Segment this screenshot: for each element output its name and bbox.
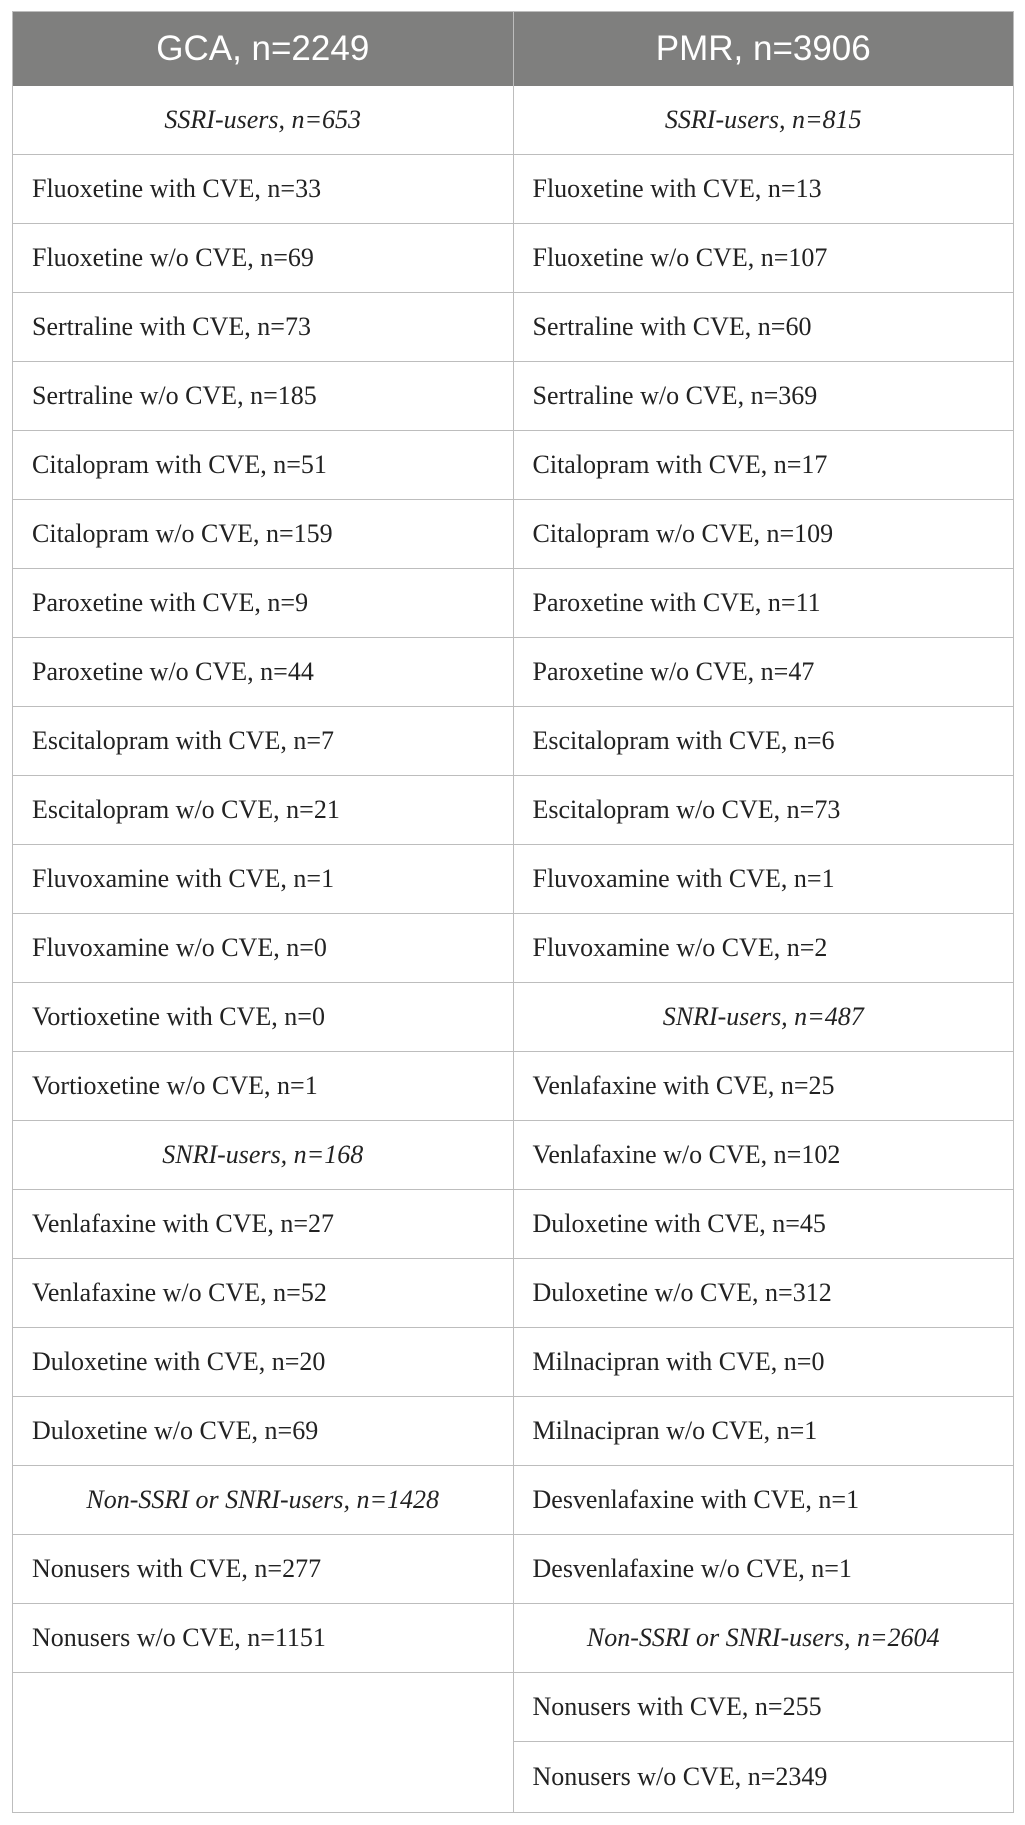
table-cell: Sertraline with CVE, n=73 [13, 293, 513, 362]
table-cell: Escitalopram w/o CVE, n=73 [514, 776, 1014, 845]
table-cell: Duloxetine with CVE, n=45 [514, 1190, 1014, 1259]
gca-column [13, 86, 513, 1812]
table-cell: Sertraline w/o CVE, n=369 [514, 362, 1014, 431]
table-cell: Sertraline w/o CVE, n=185 [13, 362, 513, 431]
table-cell: Fluvoxamine w/o CVE, n=0 [13, 914, 513, 983]
table-cell: Fluoxetine with CVE, n=13 [514, 155, 1014, 224]
table-cell: Vortioxetine with CVE, n=0 [13, 983, 513, 1052]
table-cell: Sertraline with CVE, n=60 [514, 293, 1014, 362]
table-cell: Venlafaxine with CVE, n=25 [514, 1052, 1014, 1121]
table-body [13, 86, 1013, 1812]
table-cell: Nonusers w/o CVE, n=1151 [13, 1604, 513, 1673]
group-header-cell: SSRI-users, n=815 [514, 86, 1014, 155]
group-header-cell: SSRI-users, n=653 [13, 86, 513, 155]
table-cell: Citalopram with CVE, n=17 [514, 431, 1014, 500]
table-cell: Nonusers with CVE, n=255 [514, 1673, 1014, 1742]
table-cell: Desvenlafaxine w/o CVE, n=1 [514, 1535, 1014, 1604]
group-header-cell: Non-SSRI or SNRI-users, n=2604 [514, 1604, 1014, 1673]
table-cell: Venlafaxine with CVE, n=27 [13, 1190, 513, 1259]
table-cell: Citalopram w/o CVE, n=109 [514, 500, 1014, 569]
table-cell: Paroxetine w/o CVE, n=47 [514, 638, 1014, 707]
table-cell: Fluoxetine w/o CVE, n=107 [514, 224, 1014, 293]
group-header-cell: Non-SSRI or SNRI-users, n=1428 [13, 1466, 513, 1535]
header-pmr: PMR, n=3906 [513, 12, 1014, 86]
table-cell: Desvenlafaxine with CVE, n=1 [514, 1466, 1014, 1535]
table-cell: Citalopram w/o CVE, n=159 [13, 500, 513, 569]
table-cell: Duloxetine w/o CVE, n=69 [13, 1397, 513, 1466]
table-cell: Paroxetine with CVE, n=9 [13, 569, 513, 638]
group-header-cell: SNRI-users, n=168 [13, 1121, 513, 1190]
table-cell: Nonusers w/o CVE, n=2349 [532, 1761, 828, 1791]
group-header-cell: SNRI-users, n=487 [514, 983, 1014, 1052]
table-cell: Paroxetine w/o CVE, n=44 [13, 638, 513, 707]
table-cell: Duloxetine with CVE, n=20 [13, 1328, 513, 1397]
pmr-column [513, 86, 1014, 1812]
table-cell: Duloxetine w/o CVE, n=312 [514, 1259, 1014, 1328]
table-cell: Fluvoxamine with CVE, n=1 [514, 845, 1014, 914]
table-cell: Fluoxetine w/o CVE, n=69 [13, 224, 513, 293]
table-cell: Fluvoxamine with CVE, n=1 [13, 845, 513, 914]
table-cell: Paroxetine with CVE, n=11 [514, 569, 1014, 638]
table-cell: Venlafaxine w/o CVE, n=52 [13, 1259, 513, 1328]
table-cell: Nonusers with CVE, n=277 [13, 1535, 513, 1604]
table-cell: Milnacipran w/o CVE, n=1 [514, 1397, 1014, 1466]
empty-cell [13, 1673, 513, 1812]
table-cell: Venlafaxine w/o CVE, n=102 [514, 1121, 1014, 1190]
table-cell: Citalopram with CVE, n=51 [13, 431, 513, 500]
table-cell: Escitalopram w/o CVE, n=21 [13, 776, 513, 845]
table-header [13, 12, 1013, 86]
table-cell: Milnacipran with CVE, n=0 [514, 1328, 1014, 1397]
table-cell: Vortioxetine w/o CVE, n=1 [13, 1052, 513, 1121]
header-gca: GCA, n=2249 [156, 29, 370, 68]
table-cell: Fluoxetine with CVE, n=33 [13, 155, 513, 224]
table-cell: Fluvoxamine w/o CVE, n=2 [514, 914, 1014, 983]
antidepressant-cohort-table [12, 11, 1014, 1813]
table-cell: Escitalopram with CVE, n=6 [514, 707, 1014, 776]
table-cell: Escitalopram with CVE, n=7 [13, 707, 513, 776]
